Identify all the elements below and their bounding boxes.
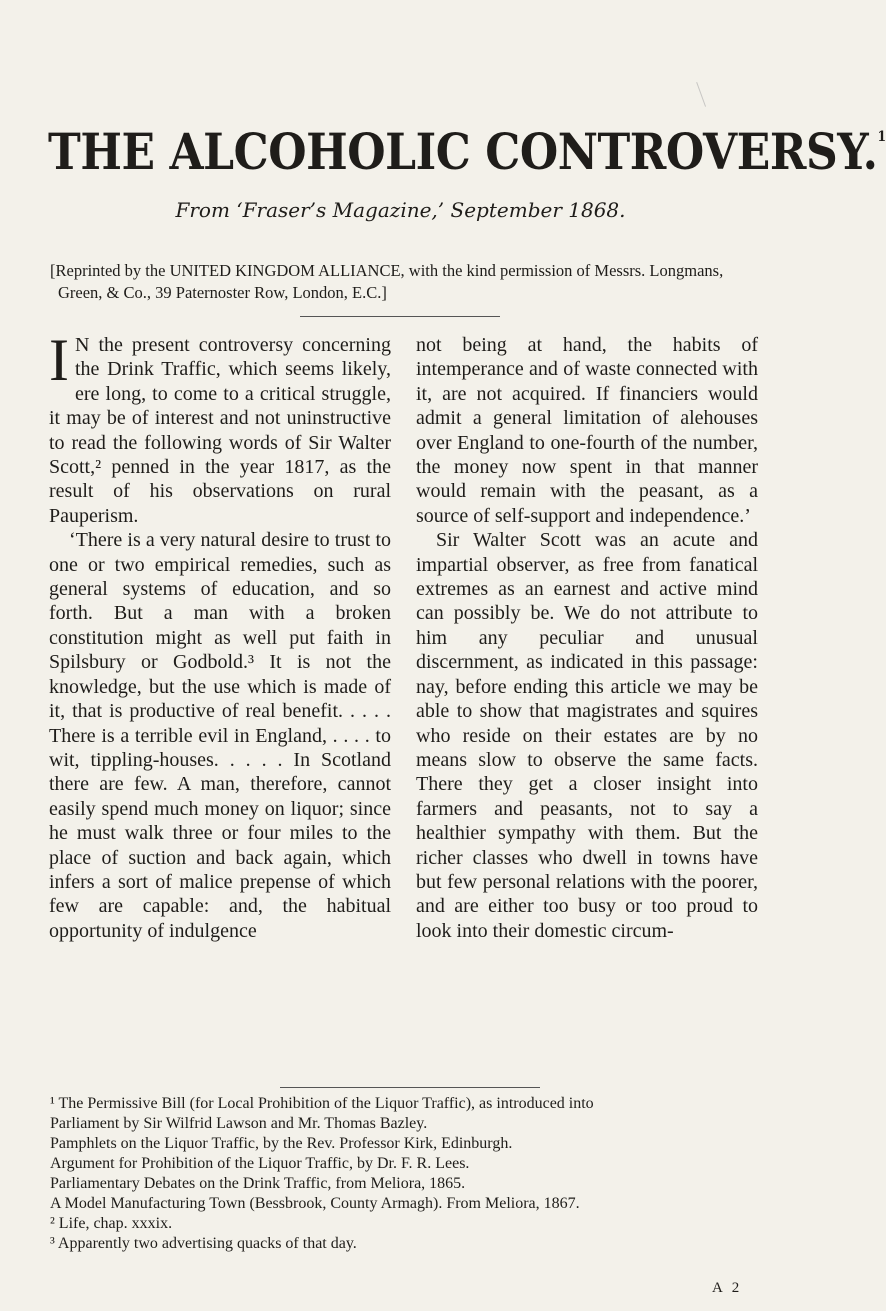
footnote-line: Parliamentary Debates on the Drink Traffic, from Meliora, 1865. xyxy=(50,1175,466,1192)
right-paragraph-1: not being at hand, the habits of intemperance and of waste connected with it, are not acquired. If financiers would admit a general limitation of alehouses over England to one-fourth of the number, the money now spent in that manner would remain with the peasant, as a source of self-support and independence.’ xyxy=(416,334,758,527)
left-column xyxy=(49,327,391,943)
title-text: THE ALCOHOLIC CONTROVERSY. xyxy=(48,122,878,181)
left-paragraph-1 xyxy=(49,327,391,528)
footnote-divider xyxy=(280,1087,540,1088)
title-footnote-ref: 1 xyxy=(877,129,886,145)
source-line xyxy=(0,198,801,222)
article-title xyxy=(48,122,886,181)
footnote-line: ¹ The Permissive Bill (for Local Prohibition of the Liquor Traffic), as introduced into xyxy=(50,1095,594,1112)
footnote-line: A Model Manufacturing Town (Bessbrook, County Armagh). From Meliora, 1867. xyxy=(50,1195,580,1212)
footnote-line: Pamphlets on the Liquor Traffic, by the Rev. Professor Kirk, Edinburgh. xyxy=(50,1135,513,1152)
footnote-line: Argument for Prohibition of the Liquor Traffic, by Dr. F. R. Lees. xyxy=(50,1155,470,1172)
pencil-mark xyxy=(696,75,725,107)
left-paragraph-2: ‘There is a very natural desire to trust to one or two empirical remedies, such as general systems of education, and so forth. But a man with a broken constitution might as well put faith in Spilsbury or Godbold.³ It is not the knowledge, but the use which is made of it, that is productive of real benefit. . . . . There is a terrible evil in England, . . . . to wit, tippling-houses. . . . . In Scotland there are few. A man, therefore, cannot easily spend much money on liquor; since he must walk three or four miles to the place of suction and back again, which infers a sort of malice prepense of which few are capable: and, the habitual opportunity of indulgence xyxy=(49,529,391,942)
right-paragraph-2: Sir Walter Scott was an acute and impartial observer, as free from fanatical extremes as an earnest and active mind can possibly be. We do not attribute to him any peculiar and unusual discernment, as indicated in this passage: nay, before ending this article we may be able to show that magistrates and squires who reside on their estates are by no means slow to observe the same facts. There they get a closer insight into farmers and peasants, not to say a healthier sympathy with them. But the richer classes who dwell in towns have but few personal relations with the poorer, and are either too busy or too proud to look into their domestic circum- xyxy=(416,529,758,942)
source-magazine: ‘Fraser’s Magazine,’ xyxy=(236,198,445,222)
drop-cap: I xyxy=(49,327,69,393)
header-divider xyxy=(300,316,500,317)
right-column xyxy=(416,333,758,943)
signature-mark: A 2 xyxy=(712,1280,743,1296)
footnote-line: Parliament by Sir Wilfrid Lawson and Mr. Thomas Bazley. xyxy=(50,1115,428,1132)
footnotes xyxy=(50,1094,760,1254)
left-paragraph-1-text: N the present controversy concerning the Drink Traffic, which seems likely, ere long, to come to a critical struggle, it may be of interest and not uninstructive to read the following words of Sir Walter Scott,² penned in the year 1817, as the result of his observations on rural Pauperism. xyxy=(49,334,391,527)
source-date: September 1868. xyxy=(450,198,626,222)
footnote-line: ² Life, chap. xxxix. xyxy=(50,1215,173,1232)
source-from: From xyxy=(175,198,230,222)
footnote-line: ³ Apparently two advertising quacks of that day. xyxy=(50,1235,357,1252)
reprint-notice: [Reprinted by the UNITED KINGDOM ALLIANCE, with the kind permission of Messrs. Longmans, Green, & Co., 39 Paternoster Row, London, E.C.] xyxy=(50,261,724,302)
